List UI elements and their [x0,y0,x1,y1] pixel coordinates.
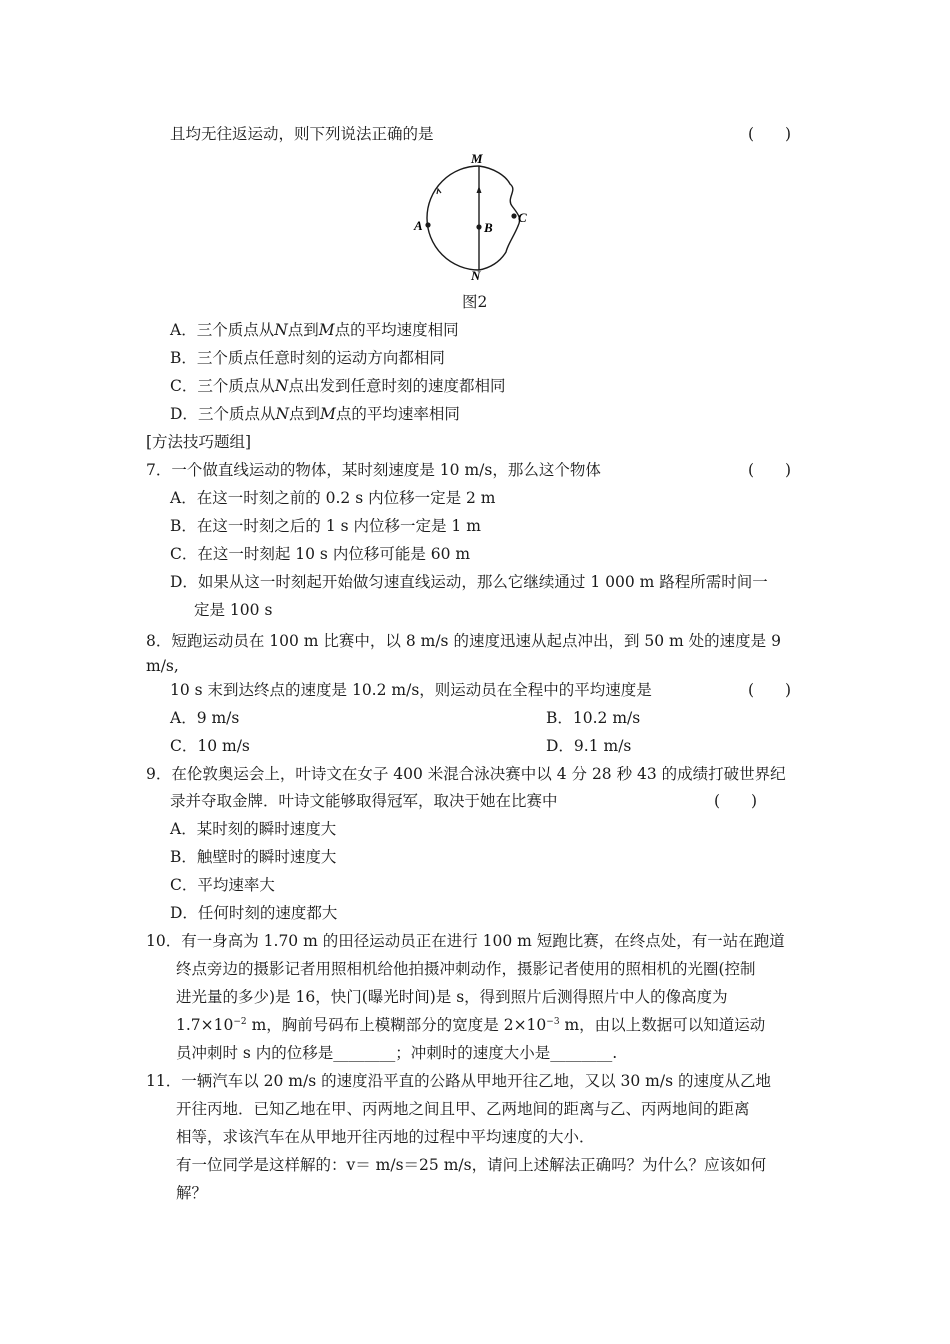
q10-line1: 10．有一身高为 1.70 m 的田径运动员正在进行 100 m 短跑比赛，在终点处，有一站在跑道 [146,932,785,950]
q8-stem-line3: 10 s 末到达终点的速度是 10.2 m/s，则运动员在全程中的平均速度是 [170,681,652,699]
q10-line5: 员冲刺时 s 内的位移是________；冲刺时的速度大小是________. [176,1044,618,1062]
label-b: B [484,220,493,235]
label-a: A [414,218,423,233]
q10-line3: 进光量的多少)是 16，快门(曝光时间)是 s，得到照片后测得照片中人的像高度为 [176,988,728,1006]
q8-answer-paren: ( ) [748,681,792,699]
q6-figure [410,150,540,280]
q11-line3: 相等，求该汽车在从甲地开往丙地的过程中平均速度的大小． [176,1128,595,1146]
point-c [511,213,516,218]
arrow-on-path-b [477,186,482,193]
q7-option-d: D．如果从这一时刻起开始做匀速直线运动，那么它继续通过 1 000 m 路程所需时间一 [170,573,768,591]
figure-caption: 图2 [462,293,488,311]
label-c: C [518,210,527,225]
label-m: M [471,151,483,166]
q6-option-d: D．三个质点从N点到M点的平均速率相同 [170,405,460,423]
q7-option-a: A．在这一时刻之前的 0.2 s 内位移一定是 2 m [170,489,496,507]
q10-line2: 终点旁边的摄影记者用照相机给他拍摄冲刺动作，摄影记者使用的照相机的光圈(控制 [176,960,756,978]
point-a [425,222,430,227]
q11-line5: 解？ [176,1184,208,1202]
q10-line4: $1.7\times 10^{-2}$ m，胸前号码布上模糊部分的宽度是 $2\times 10^{-3}$ m，由以上数据可以知道运动 [176,1016,766,1034]
q8-option-b: B．10.2 m/s [546,709,641,727]
q11-line1: 11．一辆汽车以 20 m/s 的速度沿平直的公路从甲地开往乙地，又以 30 m/s 的速度从乙地 [146,1072,771,1090]
q6-option-b: B．三个质点任意时刻的运动方向都相同 [170,349,445,367]
q9-option-b: B．触壁时的瞬时速度大 [170,848,337,866]
section-label: [方法技巧题组] [146,433,252,451]
q7-stem: 7．一个做直线运动的物体，某时刻速度是 10 m/s，那么这个物体 [146,461,601,479]
q6-answer-paren: ( ) [748,125,792,143]
q7-option-c: C．在这一时刻起 10 s 内位移可能是 60 m [170,545,471,563]
q9-option-c: C．平均速率大 [170,876,275,894]
q9-stem-line2: 录并夺取金牌．叶诗文能够取得冠军，取决于她在比赛中 [170,792,558,810]
q7-option-b: B．在这一时刻之后的 1 s 内位移一定是 1 m [170,517,481,535]
path-a-arc [427,166,479,270]
q9-answer-paren: ( ) [714,792,758,810]
q11-line4: 有一位同学是这样解的：v＝ m/s＝25 m/s，请问上述解法正确吗？为什么？应该如何 [176,1156,767,1174]
q6-stem-tail: 且均无往返运动，则下列说法正确的是 [170,125,434,143]
q9-option-d: D．任何时刻的速度都大 [170,904,338,922]
point-b [476,224,481,229]
q11-line2: 开往丙地．已知乙地在甲、丙两地之间且甲、乙两地间的距离与乙、丙两地间的距离 [176,1100,750,1118]
q7-option-d-continued: 定是 100 s [194,601,273,619]
q8-stem-line2: m/s, [146,657,179,675]
q9-stem-line1: 9．在伦敦奥运会上，叶诗文在女子 400 米混合泳决赛中以 4 分 28 秒 43 的成绩打破世界纪 [146,765,786,783]
q9-option-a: A．某时刻的瞬时速度大 [170,820,337,838]
q8-stem-line1: 8．短跑运动员在 100 m 比赛中，以 8 m/s 的速度迅速从起点冲出，到 50 m 处的速度是 9 [146,632,781,650]
q8-option-c: C．10 m/s [170,737,250,755]
q8-option-d: D．9.1 m/s [546,737,632,755]
arrow-on-path-a [437,189,441,194]
q6-option-c: C．三个质点从N点出发到任意时刻的速度都相同 [170,377,506,395]
q6-option-a: A．三个质点从N点到M点的平均速度相同 [170,321,459,339]
q8-option-a: A．9 m/s [170,709,240,727]
q7-answer-paren: ( ) [748,461,792,479]
label-n: N [471,268,481,280]
